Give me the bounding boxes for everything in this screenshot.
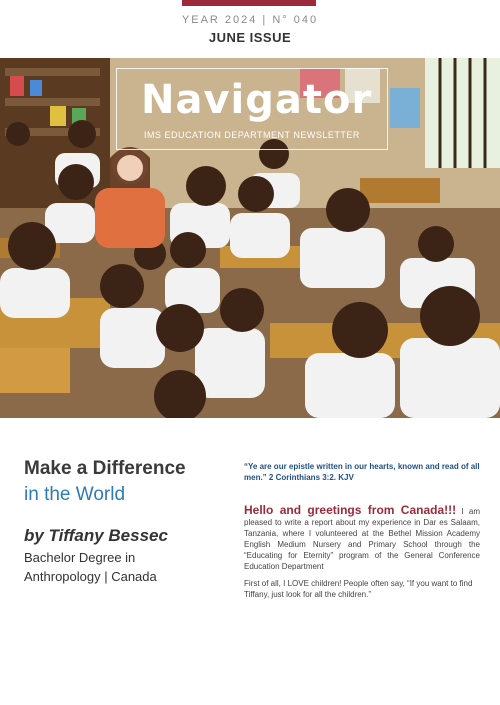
- issue-number: YEAR 2024 | N° 040: [181, 14, 319, 26]
- author-byline: by Tiffany Bessec: [24, 526, 168, 545]
- author-degree: Bachelor Degree in Anthropology | Canada: [24, 550, 157, 584]
- masthead-title: Navigator: [141, 77, 373, 123]
- masthead-subtitle: IMS EDUCATION DEPARTMENT NEWSLETTER: [144, 130, 360, 140]
- greeting-heading: Hello and greetings from Canada!!!: [244, 503, 457, 517]
- article-headline-line1: Make a Difference: [24, 458, 186, 479]
- scripture-quote: “Ye are our epistle written in our hearts, known and read of all men.” 2 Corinthians 3:2. KJV: [244, 462, 480, 482]
- issue-month: JUNE ISSUE: [208, 30, 292, 45]
- greeting-paragraph: [244, 505, 480, 572]
- article-headline-line2: in the World: [24, 484, 126, 505]
- masthead-frame: [116, 68, 388, 150]
- top-accent-bar: [182, 0, 316, 6]
- greeting-body: I am pleased to write a report about my experience in Dar es Salaam, Tanzania, where I volunteered at the Bethel Mission Academy English Medium Nursery and Primary School through the “Educating for Eternity” program of the General Conference Education Department: [244, 507, 480, 571]
- body-paragraph-2: First of all, I LOVE children! People often say, “If you want to find Tiffany, just look for all the children.”: [244, 579, 473, 599]
